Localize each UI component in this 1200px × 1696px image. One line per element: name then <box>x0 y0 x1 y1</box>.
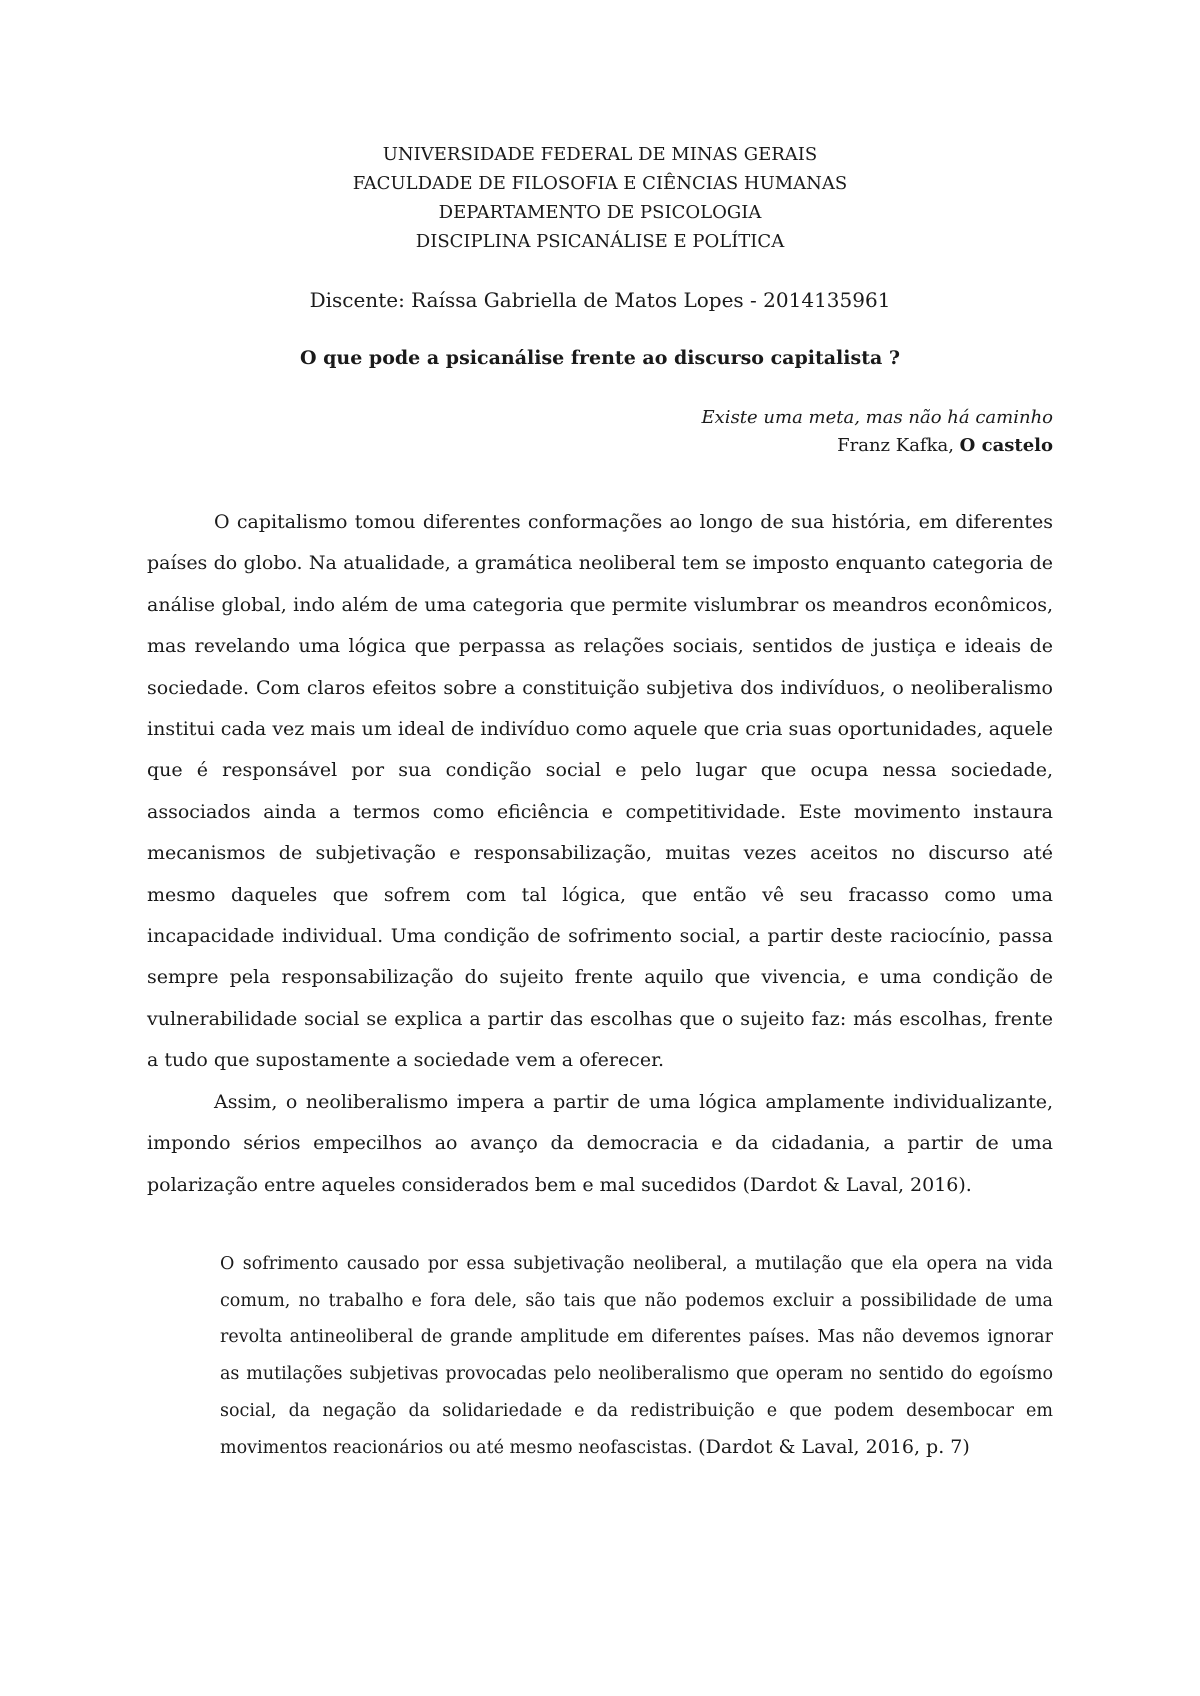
document-title: O que pode a psicanálise frente ao discurso capitalista ? <box>299 347 901 369</box>
course-name: DISCIPLINA PSICANÁLISE E POLÍTICA <box>415 231 785 252</box>
block-quote-text: O sofrimento causado por essa subjetivação neoliberal, a mutilação que ela opera na vida comum, no trabalho e fora dele, são tais que não podemos excluir a possibilidade de uma revolta antineoliberal de grande amplitude em diferentes países. Mas não devemos ignorar as mutilações subjetivas provocadas pelo neoliberalismo que operam no sentido do egoísmo social, da negação da solidariedade e da redistribuição e que podem desembocar em movimentos reacionários ou até mesmo neofascistas. <box>220 1253 1053 1459</box>
institution-header <box>147 140 1053 256</box>
epigraph-attribution <box>147 432 1053 460</box>
student-line: Discente: Raíssa Gabriella de Matos Lopes - 2014135961 <box>309 288 891 312</box>
university-name: UNIVERSIDADE FEDERAL DE MINAS GERAIS <box>382 144 818 165</box>
paragraph-1: O capitalismo tomou diferentes conformações ao longo de sua história, em diferentes países do globo. Na atualidade, a gramática neoliberal tem se imposto enquanto categoria de análise global, indo além de uma categoria que permite vislumbrar os meandros econômicos, mas revelando uma lógica que perpassa as relações sociais, sentidos de justiça e ideais de sociedade. Com claros efeitos sobre a constituição subjetiva dos indivíduos, o neoliberalismo institui cada vez mais um ideal de indivíduo como aquele que cria suas oportunidades, aquele que é responsável por sua condição social e pelo lugar que ocupa nessa sociedade, associados ainda a termos como eficiência e competitividade. Este movimento instaura mecanismos de subjetivação e responsabilização, muitas vezes aceitos no discurso até mesmo daqueles que sofrem com tal lógica, que então vê seu fracasso como uma incapacidade individual. Uma condição de sofrimento social, a partir deste raciocínio, passa sempre pela responsabilização do sujeito frente aquilo que vivencia, e uma condição de vulnerabilidade social se explica a partir das escolhas que o sujeito faz: más escolhas, frente a tudo que supostamente a sociedade vem a oferecer. <box>147 511 1053 1072</box>
faculty-name: FACULDADE DE FILOSOFIA E CIÊNCIAS HUMANAS <box>352 173 848 194</box>
block-quote <box>220 1246 1053 1467</box>
paragraph-2: Assim, o neoliberalismo impera a partir de uma lógica amplamente individualizante, impondo sérios empecilhos ao avanço da democracia e da cidadania, a partir de uma polarização entre aqueles considerados bem e mal sucedidos (Dardot & Laval, 2016). <box>147 1090 1053 1196</box>
epigraph <box>147 404 1053 460</box>
epigraph-quote: Existe uma meta, mas não há caminho <box>701 407 1053 428</box>
body-text <box>147 502 1053 1206</box>
epigraph-author: Franz Kafka, <box>837 435 960 456</box>
epigraph-book: O castelo <box>959 435 1053 456</box>
block-quote-citation: (Dardot & Laval, 2016, p. 7) <box>698 1436 970 1459</box>
document-page <box>147 140 1053 1467</box>
department-name: DEPARTAMENTO DE PSICOLOGIA <box>438 202 762 223</box>
